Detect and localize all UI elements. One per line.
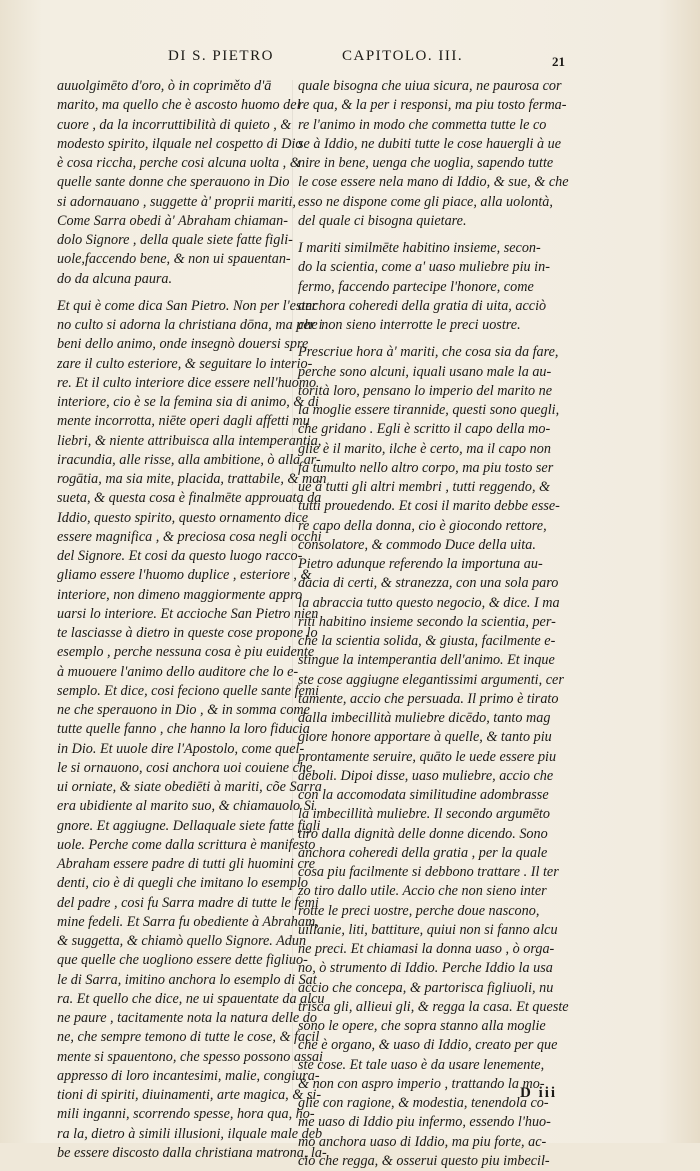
text-line: se à Iddio, ne dubiti tutte le cose hauergli à ue: [298, 135, 562, 152]
text-line: Pietro adunque referendo la importuna au-: [298, 556, 543, 572]
text-line: è cosa riccha, perche cosi alcuna uolta , &: [57, 155, 301, 171]
text-line: dalla imbecillità muliebre dicēdo, tanto mag: [298, 710, 551, 726]
text-line: dacia di certi, & stranezza, con una sola paro: [298, 575, 559, 592]
text-line: rogātia, ma sia mite, placida, trattabile, & man: [57, 471, 327, 487]
text-line: ue à tutti gli altri membri , tutti reggendo, &: [298, 479, 551, 495]
text-line: mine fedeli. Et Sarra fu obediente à Abraham,: [57, 913, 319, 930]
text-line: ne che sperauono in Dio , & in somma come: [57, 702, 310, 718]
text-line: beni dello animo, onde insegnò douersi spre: [57, 336, 309, 353]
text-line: mente si spauentono, che spesso possono assai: [57, 1048, 324, 1065]
text-line: ste cose aggiugne elegantissimi argumenti, cer: [298, 671, 564, 688]
text-line: tamente, accio che persuada. Il primo è tirato: [298, 690, 559, 707]
text-line: uole,faccendo bene, & non ui spauentan-: [57, 251, 291, 268]
text-line: zare il culto esteriore, & seguitare lo interio-: [57, 355, 313, 372]
text-line: sono le opere, che sopra stanno alla moglie: [298, 1018, 546, 1034]
text-line: stingue la intemperantia dell'animo. Et inque: [298, 652, 555, 669]
text-line: mili inganni, scorrendo spesse, hora qua, ho-: [57, 1106, 315, 1123]
text-line: le si ornauono, cosi anchora uoi couiene che: [57, 759, 313, 776]
text-line: quelle sante donne che sperauono in Dio: [57, 174, 290, 191]
text-line: ra la, dietro à simili illusioni, ilquale male deb: [57, 1125, 323, 1142]
text-line: liebri, & niente attribuisca alla intemperantia,: [57, 432, 322, 449]
text-line: ui orniate, & siate obediēti à mariti, cõe Sarra: [57, 779, 322, 795]
text-line: la abraccia tutto questo negocio, & dice. I ma: [298, 594, 560, 611]
text-line: re. Et il culto interiore dice essere nell'huomo: [57, 374, 317, 391]
text-line: no culto si adorna la christiana dōna, ma per i: [57, 317, 323, 333]
text-line: glie è il marito, ilche è certo, ma il capo non: [298, 440, 551, 457]
text-line: in Dio. Et uuole dire l'Apostolo, come quel-: [57, 740, 305, 757]
text-line: Come Sarra obedi à' Abraham chiaman-: [57, 212, 288, 229]
text-line: iracundia, alle risse, alla ambitione, ò alla ar-: [57, 451, 321, 468]
left-column: [57, 77, 327, 1163]
text-line: gnore. Et aggiugne. Dellaquale siete fatte figli: [57, 817, 321, 834]
text-line: cosa piu facilmente si debbono trattare . Il ter: [298, 864, 559, 880]
text-line: essere magnifica , & preciosa cosa negli occhi: [57, 528, 322, 545]
text-line: consolatore, & commodo Duce della uita.: [298, 536, 536, 553]
text-line: che è organo, & uaso di Iddio, creato per que: [298, 1037, 558, 1054]
text-line: la moglie essere tirannide, questi sono quegli,: [298, 402, 560, 418]
paragraph: [298, 239, 588, 335]
text-line: re l'animo in modo che commetta tutte le co: [298, 116, 547, 133]
text-line: fermo, faccendo partecipe l'honore, come: [298, 278, 534, 295]
text-line: tioni di spiriti, diuinamenti, arte magica, & si-: [57, 1087, 322, 1103]
text-line: cuore , da la incorruttibilità di quieto , &: [57, 116, 292, 133]
text-line: sueta, & questa cosa è finalmēte approuata da: [57, 490, 322, 507]
text-line: Prescriue hora à' mariti, che cosa sia da fare,: [298, 344, 559, 361]
text-line: auuolgimēto d'oro, ò in copriměto d'ā: [57, 78, 272, 94]
text-line: ra. Et quello che dice, ne ui spauentate da alcu: [57, 990, 325, 1007]
text-line: si adornauano , suggette à' proprii mariti,: [57, 193, 296, 210]
text-line: riti habitino insieme secondo la scientia, per-: [298, 613, 556, 630]
page-number: 21: [552, 54, 565, 69]
text-line: prontamente seruire, quāto le uede essere piu: [298, 748, 557, 765]
text-line: I mariti similmēte habitino insieme, secon-: [298, 240, 541, 256]
text-line: denti, cio è di quegli che imitano lo esemplo: [57, 875, 308, 892]
text-line: era ubidiente al marito suo, & chiamauolo Si: [57, 798, 315, 815]
text-line: uillanie, liti, battiture, quiui non si fanno alcu: [298, 921, 558, 938]
text-line: Abraham essere padre di tutti gli huomini cre: [57, 856, 316, 872]
text-line: cio che regga, & osserui questo piu imbecil-: [298, 1152, 550, 1169]
text-line: no, ò strumento di Iddio. Perche Iddio la usa: [298, 960, 553, 977]
header-right: CAPITOLO. III.: [342, 48, 464, 64]
text-line: be essere discosto dalla christiana matrona, la-: [57, 1144, 327, 1161]
text-line: mente incorrotta, niēte operi dagli affetti mu: [57, 413, 310, 430]
text-line: re capo della donna, cio è giocondo rettore,: [298, 517, 547, 534]
text-line: tutte quelle fanno , che hanno la loro fiducia: [57, 721, 310, 738]
text-line: ne, che sempre temono di tutte le cose, & facil: [57, 1029, 320, 1046]
text-line: & non con aspro imperio , trattando la mo-: [298, 1075, 545, 1092]
text-line: tutti prouedendo. Et cosi il marito debbe esse-: [298, 498, 560, 515]
paragraph: [298, 77, 588, 231]
right-column: [298, 77, 588, 1171]
text-line: deboli. Dipoi disse, uaso muliebre, accio che: [298, 767, 554, 784]
text-line: glie con ragione, & modestia, tenendola co-: [298, 1095, 549, 1111]
running-header: [150, 48, 580, 72]
text-line: esemplo , perche nessuna cosa è piu euidente: [57, 644, 315, 661]
text-line: interiore, cio è se la femina sia di animo, & di: [57, 394, 319, 410]
paragraph: [298, 343, 588, 1171]
text-line: me uaso di Iddio piu infermo, essendo l'huo-: [298, 1114, 551, 1131]
text-line: torità loro, pensano lo imperio del marito ne: [298, 382, 553, 399]
text-line: perche sono alcuni, iquali usano male la au-: [298, 363, 552, 380]
text-line: zo tiro dallo utile. Accio che non sieno inter: [298, 883, 547, 900]
text-line: del quale ci bisogna quietare.: [298, 212, 467, 229]
text-line: con la accomodata similitudine adombrasse: [298, 787, 549, 803]
text-line: ne preci. Et chiamasi la donna uaso , ò orga-: [298, 941, 555, 957]
text-line: rotte le preci uostre, perche doue nascono,: [298, 902, 540, 919]
signature-mark: D iii: [520, 1085, 558, 1101]
text-line: dolo Signore , della quale siete fatte figli-: [57, 232, 293, 248]
text-line: che la scientia solida, & giusta, facilmente e-: [298, 633, 556, 649]
text-line: la imbecillità muliebre. Il secondo argumēto: [298, 806, 550, 823]
text-line: te lasciasse à dietro in queste cose propone lo: [57, 625, 318, 641]
text-line: & suggetta, & chiamò quello Signore. Adun: [57, 933, 307, 949]
paragraph: [57, 297, 327, 1163]
text-line: anchora coheredi della gratia di uita, acciò: [298, 297, 547, 314]
text-line: anchora coheredi della gratia , per la quale: [298, 844, 548, 861]
text-line: ne paure , tacitamente nota la natura delle do: [57, 1010, 317, 1026]
text-line: do la scientia, come a' uaso muliebre piu in-: [298, 259, 550, 276]
text-line: gliamo essere l'huomo duplice , esteriore , &: [57, 567, 312, 584]
text-line: quale bisogna che uiua sicura, ne paurosa cor: [298, 78, 562, 94]
text-line: do da alcuna paura.: [57, 270, 173, 287]
text-line: modesto spirito, ilquale nel cospetto di Dio: [57, 135, 303, 152]
text-line: mo anchora uaso di Iddio, ma piu forte, ac-: [298, 1133, 547, 1150]
text-line: le cose essere nela mano di Iddio, & sue, & che: [298, 174, 569, 191]
text-line: nire in bene, uenga che uoglia, sapendo tutte: [298, 155, 554, 171]
text-line: le di Sarra, imitino anchora lo esemplo di Sat: [57, 971, 317, 988]
text-line: appresso di loro incantesimi, malie, congiura-: [57, 1067, 320, 1084]
text-line: marito, ma quello che è ascosto huomo del: [57, 97, 301, 114]
text-line: semplo. Et dice, cosi feciono quelle sante femi: [57, 682, 320, 699]
text-line: Et qui è come dica San Pietro. Non per l'ester: [57, 297, 318, 314]
text-line: Iddio, questo spirito, questo ornamento dice: [57, 509, 309, 526]
text-line: re qua, & la per i responsi, ma piu tosto ferma-: [298, 97, 567, 114]
text-line: uole. Perche come dalla scrittura è manifesto: [57, 836, 316, 853]
text-line: ste cose. Et tale uaso è da usare lenemente,: [298, 1056, 545, 1073]
text-line: que quelle che uogliono essere dette figliuo-: [57, 952, 308, 969]
text-line: che non sieno interrotte le preci uostre.: [298, 317, 521, 333]
text-line: giore honore apportare à quelle, & tanto piu: [298, 729, 552, 746]
text-line: accio che concepa, & partorisca figliuoli, nu: [298, 979, 554, 996]
text-line: à muouere l'animo dello auditore che lo e-: [57, 663, 299, 680]
header-left: DI S. PIETRO: [168, 48, 274, 64]
text-line: interiore, non dimeno maggiormente appro: [57, 586, 303, 603]
text-line: che gridano . Egli è scritto il capo della mo-: [298, 421, 551, 438]
text-line: uarsi lo interiore. Et accioche San Pietro nien: [57, 605, 319, 622]
text-line: fa tumulto nello altro corpo, ma piu tosto ser: [298, 459, 554, 476]
text-line: tiro dalla dignità delle donne dicendo. Sono: [298, 825, 548, 842]
text-line: del Signore. Et cosi da questo luogo racco-: [57, 548, 303, 564]
text-line: esso ne dispone come gli piace, alla uolontà,: [298, 193, 553, 210]
paragraph: [57, 77, 303, 289]
text-line: del padre , cosi fu Sarra madre di tutte le femi: [57, 894, 319, 911]
text-line: trisca gli, allieui gli, & regga la casa. Et queste: [298, 998, 569, 1015]
